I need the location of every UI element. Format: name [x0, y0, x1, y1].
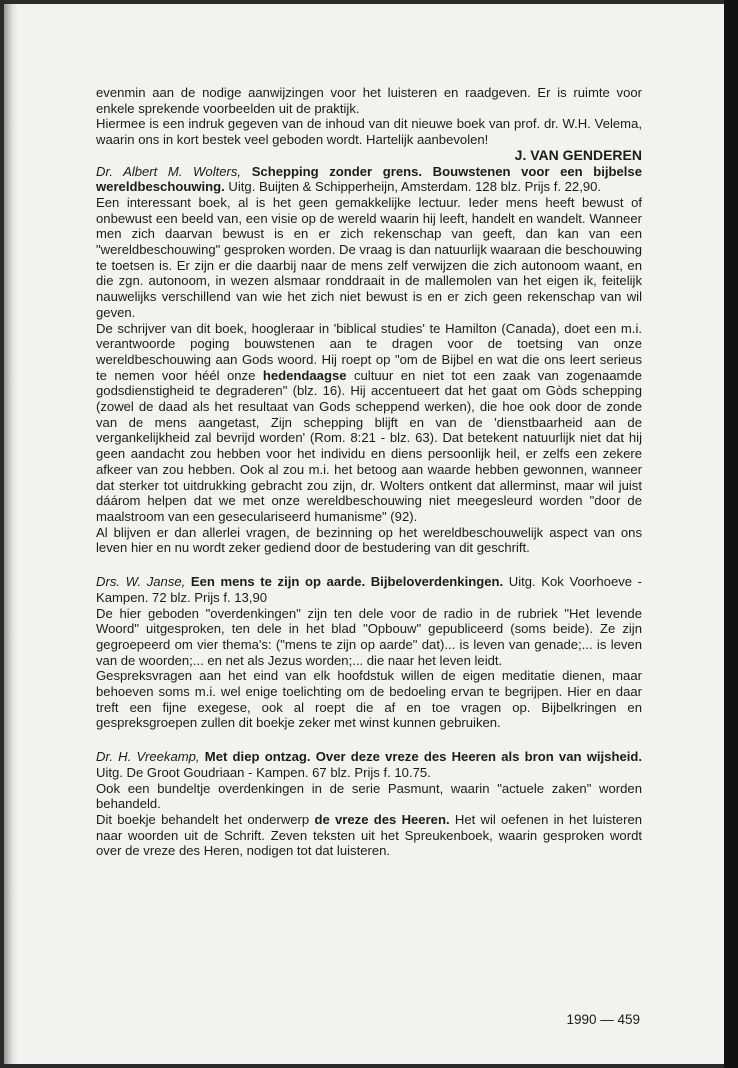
review-header — [96, 574, 642, 605]
review-vreekamp — [96, 749, 642, 859]
review-title: Een mens te zijn op aarde. Bijbeloverdenkingen. — [190, 574, 504, 590]
review-paragraph: Al blijven er dan allerlei vragen, de bezinning op het wereldbeschouwelijk aspect van ons leven hier en nu wordt zeker gediend door de bestudering van dit geschrift. — [96, 524, 642, 556]
scan-edge — [724, 0, 738, 1068]
review-author: Drs. W. Janse, — [96, 574, 186, 590]
review-title: Schepping zonder grens. Bouwstenen voor een bijbelse wereldbeschouwing. — [96, 163, 642, 195]
review-paragraph: Een interessant boek, al is het geen gemakkelijke lectuur. Ieder mens heeft bewust of onbewust een beeld van, een visie op de wereld waarin hij leeft, handelt en wandelt. Wanneer men zich daarvan bewust is en er zich rekenschap van geeft, dan kan van een "wereldbeschouwing" gesproken worden. De vraag is dan natuurlijk waaraan die beschouwing te toetsen is. Er zijn er die daarbij naar de mens zelf verwijzen die zich autonoom waant, en die zgn. autonoom, in wezen alsmaar ronddraait in de mallemolen van het eigen ik, feitelijk nauwelijks verschillend van wie het zich niet bewust is en er zich geen rekenschap van wil geven. — [96, 194, 642, 320]
review-janse — [96, 574, 642, 731]
review-author: Dr. Albert M. Wolters, — [96, 163, 242, 179]
page-binding-shadow — [4, 4, 18, 1064]
article-body — [96, 85, 642, 877]
intro-section — [96, 85, 642, 164]
page-number: 1990 — 459 — [566, 1012, 640, 1027]
review-title: Met diep ontzag. Over deze vreze des Heeren als bron van wijsheid. — [204, 749, 643, 765]
review-paragraph: De schrijver van dit boek, hoogleraar in 'biblical studies' te Hamilton (Canada), doet een m.i. verantwoorde poging bouwstenen aan te dragen voor de toetsing van onze wereldbeschouwing aan Gods woord. Hij roept op "om de Bijbel en wat die ons leert serieus te nemen voor héél onze hedendaagse cultuur en niet tot een zaak van zogenaamde godsdienstigheid te degraderen" (blz. 16). Hij accentueert dat het gaat om Gòds schepping (zowel de daad als het resultaat van Gods scheppend werken), die hoe ook door de zonde van de mens aangetast, Zijn schepping blijft en van de 'dienstbaarheid aan de vergankelijkheid zal bevrijd worden' (Rom. 8:21 - blz. 63). Dat betekent natuurlijk niet dat hij geen aandacht zou hebben voor het individu en diens persoonlijk heil, er zelfs een zekere afkeer van zou hebben. Ook al zou m.i. het betoog aan waarde hebben gewonnen, wanneer dat sterker tot uitdrukking gebracht zou zijn, dr. Wolters ontkent dat allerminst, maar wil juist dáárom helpen dat we met onze wereldbeschouwing niet meegesleurd worden "door de maalstroom van een geseculariseerd humanisme" (92). — [96, 320, 643, 524]
review-paragraph: De hier geboden "overdenkingen" zijn ten dele voor de radio in de rubriek "Het levende Woord" uitgesproken, ten dele in het blad "Opbouw" gepubliceerd (soms beide). Ze zijn gegroepeerd om vier thema's: ("mens te zijn op aarde" dat)... is leven van genade;... is leven van de woorden;... en net als Jezus worden;... die naar het leven leidt. — [96, 605, 642, 668]
review-paragraph: Ook een bundeltje overdenkingen in de serie Pasmunt, waarin "actuele zaken" worden behandeld. — [96, 780, 642, 812]
reviewer-signature: J. VAN GENDEREN — [514, 146, 642, 163]
review-paragraph: Gespreksvragen aan het eind van elk hoofdstuk willen de eigen meditatie dienen, maar behoeven soms m.i. wel enige toelichting om de bedoeling ervan te begrijpen. Hier en daar treft een fijne exegese, ook al roept die af en toe vragen op. Bijbelkringen en gespreksgroepen zullen dit boekje zeker met winst kunnen gebruiken. — [96, 668, 642, 731]
review-header — [96, 164, 642, 195]
emphasis: hedendaagse — [262, 367, 347, 383]
review-details: Uitg. Buijten & Schipperheijn, Amsterdam. 128 blz. Prijs f. 22,90. — [228, 179, 602, 195]
intro-paragraph: Hiermee is een indruk gegeven van de inhoud van dit nieuwe boek van prof. dr. W.H. Velema, waarin ons in kort bestek veel geboden wordt. Hartelijk aanbevolen! — [96, 116, 642, 148]
review-details: Uitg. De Groot Goudriaan - Kampen. 67 blz. Prijs f. 10.75. — [96, 764, 431, 780]
review-paragraph: Dit boekje behandelt het onderwerp de vreze des Heeren. Het wil oefenen in het luisteren naar woorden uit de Schrift. Zeven teksten uit het Spreukenboek, waarin gesproken wordt over de vreze des Heren, nodigen tot dat luisteren. — [96, 811, 643, 859]
review-details: Uitg. Kok Voorhoeve - Kampen. 72 blz. Prijs f. 13,90 — [96, 574, 643, 605]
review-header — [96, 749, 642, 780]
intro-paragraph: evenmin aan de nodige aanwijzingen voor het luisteren en raadgeven. Er is ruimte voor enkele sprekende voorbeelden uit de praktijk. — [96, 85, 642, 116]
emphasis: de vreze des Heeren. — [314, 811, 450, 827]
review-wolters — [96, 164, 642, 557]
review-author: Dr. H. Vreekamp, — [96, 749, 200, 765]
